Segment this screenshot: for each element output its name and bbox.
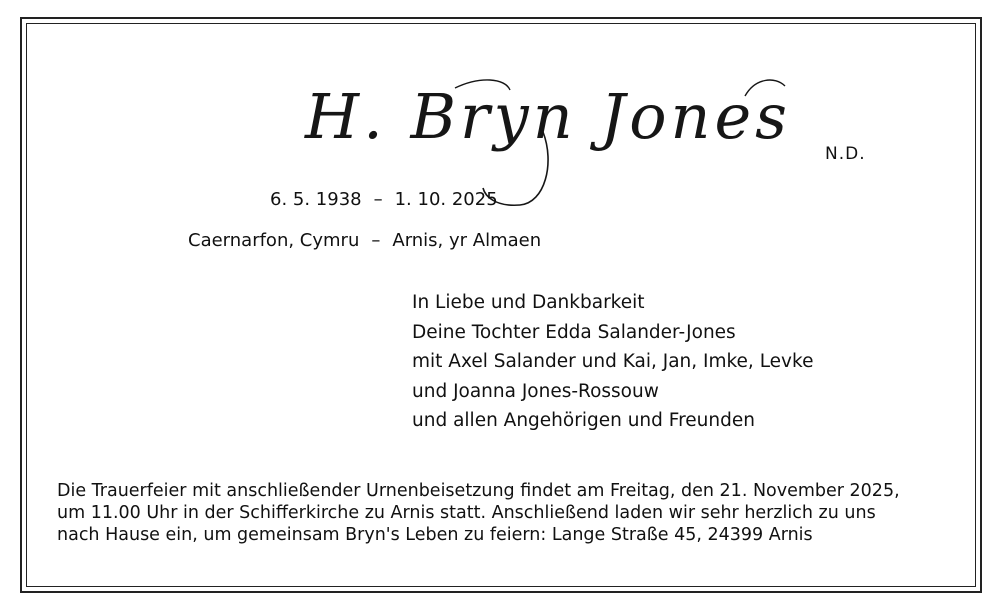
- mourners-line: und Joanna Jones-Rossouw: [412, 380, 659, 402]
- place-separator: –: [371, 230, 381, 251]
- mourners-line: In Liebe und Dankbarkeit: [412, 292, 645, 313]
- date-separator: –: [373, 189, 383, 210]
- notice-line: nach Hause ein, um gemeinsam Bryn's Leben zu feiern: Lange Straße 45, 24399 Arnis: [57, 525, 813, 545]
- name-suffix: N.D.: [825, 144, 866, 164]
- life-places: [188, 230, 541, 251]
- mourners-list: [412, 288, 813, 436]
- deceased-name: H. Bryn Jones: [305, 80, 791, 153]
- mourners-line: Deine Tochter Edda Salander-Jones: [412, 321, 736, 343]
- life-dates: [270, 189, 498, 210]
- death-date: 1. 10. 2025: [394, 189, 498, 210]
- birth-date: 6. 5. 1938: [270, 189, 362, 210]
- birth-place: Caernarfon, Cymru: [188, 230, 360, 251]
- mourners-line: mit Axel Salander und Kai, Jan, Imke, Levke: [412, 351, 814, 372]
- death-place: Arnis, yr Almaen: [392, 230, 542, 251]
- funeral-notice: [57, 480, 957, 546]
- deceased-name-block: [305, 68, 945, 188]
- mourners-line: und allen Angehörigen und Freunden: [412, 410, 755, 431]
- notice-line: Die Trauerfeier mit anschließender Urnenbeisetzung findet am Freitag, den 21. November 2025,: [57, 481, 900, 501]
- notice-line: um 11.00 Uhr in der Schifferkirche zu Arnis statt. Anschließend laden wir sehr herzlich zu uns: [57, 503, 876, 523]
